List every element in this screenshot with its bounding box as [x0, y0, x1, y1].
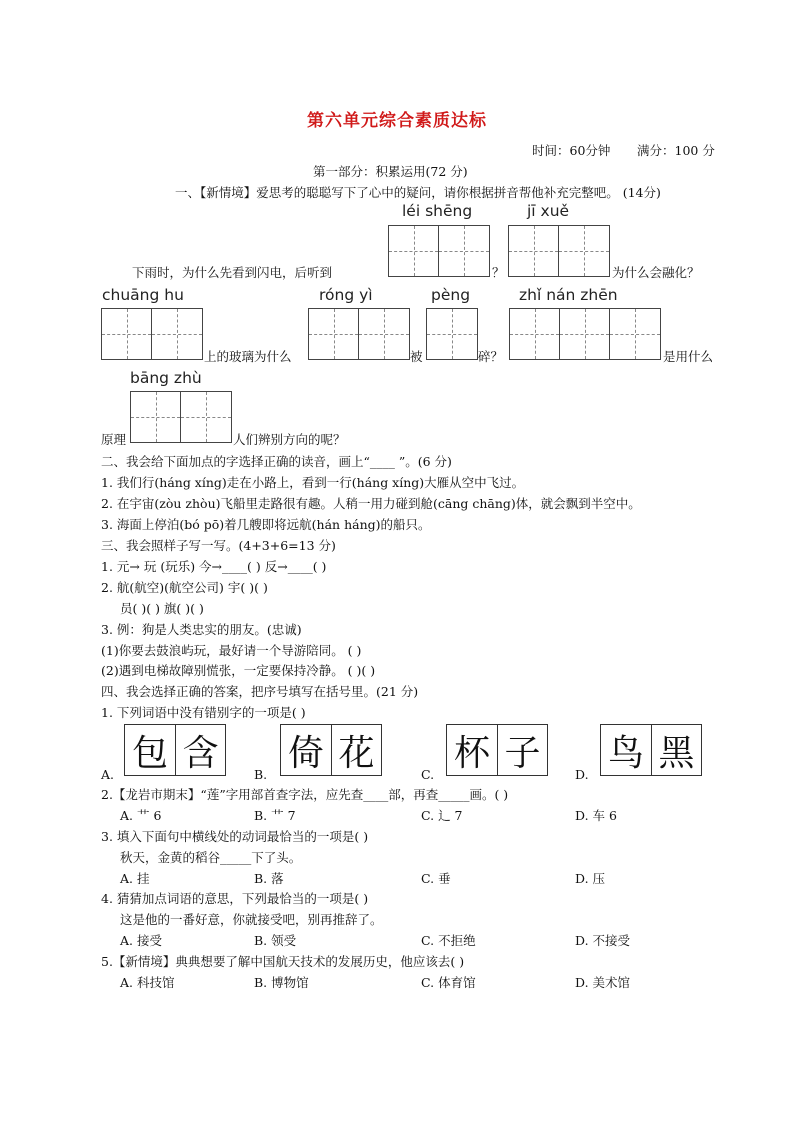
- char-pair-a: [124, 724, 226, 776]
- q3-line-3: 员( )( ) 旗( )( ): [120, 601, 204, 616]
- q4-s4-opt-a: A. 接受: [120, 933, 162, 948]
- answer-grid-5[interactable]: [426, 308, 478, 360]
- char-pair-d: [600, 724, 702, 776]
- q2-item-3: 3. 海面上停泊(bó pō)着几艘即将远航(hán háng)的船只。: [101, 517, 431, 532]
- char-pair-c: [446, 724, 548, 776]
- q4-s2-opt-a: A. 艹 6: [120, 808, 162, 823]
- q1-text-8: 人们辨别方向的呢？: [233, 432, 346, 447]
- q1-text-1: 下雨时，为什么先看到闪电，后听到: [132, 265, 333, 280]
- q4-s5-opt-d: D. 美术馆: [575, 975, 631, 990]
- answer-grid-2[interactable]: [508, 225, 610, 277]
- q4-s3-opt-b: B. 落: [254, 871, 284, 886]
- pinyin-jixue: jī xuě: [527, 202, 570, 220]
- pinyin-rongyi: róng yì: [319, 286, 373, 304]
- time-label: 时间：60分钟: [532, 143, 611, 158]
- char-pair-b: [280, 724, 382, 776]
- score-label: 满分：100 分: [637, 143, 715, 158]
- q4-s2-opt-d: D. 车 6: [575, 808, 617, 823]
- pinyin-leisheng: léi shēng: [402, 202, 473, 220]
- q4-s4-opt-b: B. 领受: [254, 933, 297, 948]
- answer-grid-1[interactable]: [388, 225, 490, 277]
- char-d2: 黑: [651, 725, 701, 775]
- char-c1: 杯: [453, 732, 490, 774]
- q4-heading: 四、我会选择正确的答案，把序号填写在括号里。(21 分): [101, 684, 419, 699]
- q4-sub-1: 1. 下列词语中没有错别字的一项是( ): [101, 705, 306, 720]
- q4-s3-sentence: 秋天，金黄的稻谷_____下了头。: [120, 850, 302, 865]
- q3-line-1: 1. 元→ 玩 (玩乐) 今→____( ) 反→____( ): [101, 559, 327, 574]
- q4-s4-opt-d: D. 不接受: [575, 933, 631, 948]
- q2-item-2: 2. 在宇宙(zòu zhòu)飞船里走路很有趣。人稍一用力碰到舱(cāng chāng)体，就会飘到半空中。: [101, 496, 641, 511]
- pinyin-chuanghu: chuāng hu: [102, 286, 184, 304]
- answer-grid-4[interactable]: [308, 308, 410, 360]
- q4-sub-5: 5.【新情境】典典想要了解中国航天技术的发展历史，他应该去( ): [101, 954, 465, 969]
- q2-heading: 二、我会给下面加点的字选择正确的读音，画上“____ ”。(6 分): [101, 454, 452, 469]
- q3-line-6: (2)遇到电梯故障别慌张，一定要保持冷静。 ( )( ): [101, 663, 376, 678]
- q4-s5-opt-a: A. 科技馆: [120, 975, 175, 990]
- answer-grid-7[interactable]: [130, 391, 232, 443]
- q4-sub-2: 2.【龙岩市期末】“莲”字用部首查字法，应先查____部，再查_____画。( ): [101, 787, 509, 802]
- q4-s3-opt-d: D. 压: [575, 871, 606, 886]
- part-heading: 第一部分：积累运用(72 分): [313, 164, 468, 179]
- q1-text-2: 为什么会融化？: [612, 265, 700, 280]
- q1-text-7: 原理: [101, 432, 127, 447]
- q1-text-4: 被: [410, 349, 423, 364]
- page-title: 第六单元综合素质达标: [307, 111, 487, 131]
- q4-s2-opt-c: C. 辶 7: [421, 808, 463, 823]
- q1-text-6: 是用什么: [663, 349, 714, 364]
- q4-s3-opt-a: A. 挂: [120, 871, 150, 886]
- q2-item-1: 1. 我们行(háng xíng)走在小路上，看到一行(háng xíng)大雁从空中飞过。: [101, 475, 525, 490]
- char-b1: 倚: [287, 732, 324, 774]
- pinyin-zhinanzhen: zhǐ nán zhēn: [519, 286, 618, 304]
- q4-s4-sentence: 这是他的一番好意，你就接受吧，别再推辞了。: [120, 912, 383, 927]
- q3-line-2: 2. 航(航空)(航空公司) 宇( )( ): [101, 580, 268, 595]
- char-b2: 花: [331, 725, 381, 775]
- q4-sub-4: 4. 猜猜加点词语的意思，下列最恰当的一项是( ): [101, 891, 369, 906]
- q4-s4-opt-c: C. 不拒绝: [421, 933, 476, 948]
- option-a-label: A.: [101, 767, 115, 782]
- char-c2: 子: [497, 725, 547, 775]
- option-d-label: D.: [575, 767, 589, 782]
- char-a2: 含: [175, 725, 225, 775]
- answer-grid-6[interactable]: [509, 308, 661, 360]
- option-b-label: B.: [254, 767, 268, 782]
- q4-s3-opt-c: C. 垂: [421, 871, 451, 886]
- q3-line-4: 3. 例：狗是人类忠实的朋友。(忠诚): [101, 622, 302, 637]
- option-c-label: C.: [421, 767, 435, 782]
- q1-heading: 一、【新情境】爱思考的聪聪写下了心中的疑问，请你根据拼音帮他补充完整吧。 (14分): [175, 185, 661, 200]
- q4-sub-3: 3. 填入下面句中横线处的动词最恰当的一项是( ): [101, 829, 369, 844]
- q3-line-5: (1)你要去鼓浪屿玩，最好请一个导游陪同。 ( ): [101, 643, 362, 658]
- q1-text-1q: ？: [492, 265, 505, 280]
- q1-text-3: 上的玻璃为什么: [204, 349, 292, 364]
- char-d1: 鸟: [607, 732, 644, 774]
- q1-text-5: 碎？: [478, 349, 504, 364]
- q3-heading: 三、我会照样子写一写。(4+3+6=13 分): [101, 538, 336, 553]
- pinyin-peng: pèng: [431, 286, 471, 304]
- pinyin-bangzhu: bāng zhù: [130, 369, 202, 387]
- q4-s5-opt-c: C. 体育馆: [421, 975, 476, 990]
- q4-s5-opt-b: B. 博物馆: [254, 975, 309, 990]
- answer-grid-3[interactable]: [101, 308, 203, 360]
- q4-s2-opt-b: B. 艹 7: [254, 808, 296, 823]
- char-a1: 包: [131, 732, 168, 774]
